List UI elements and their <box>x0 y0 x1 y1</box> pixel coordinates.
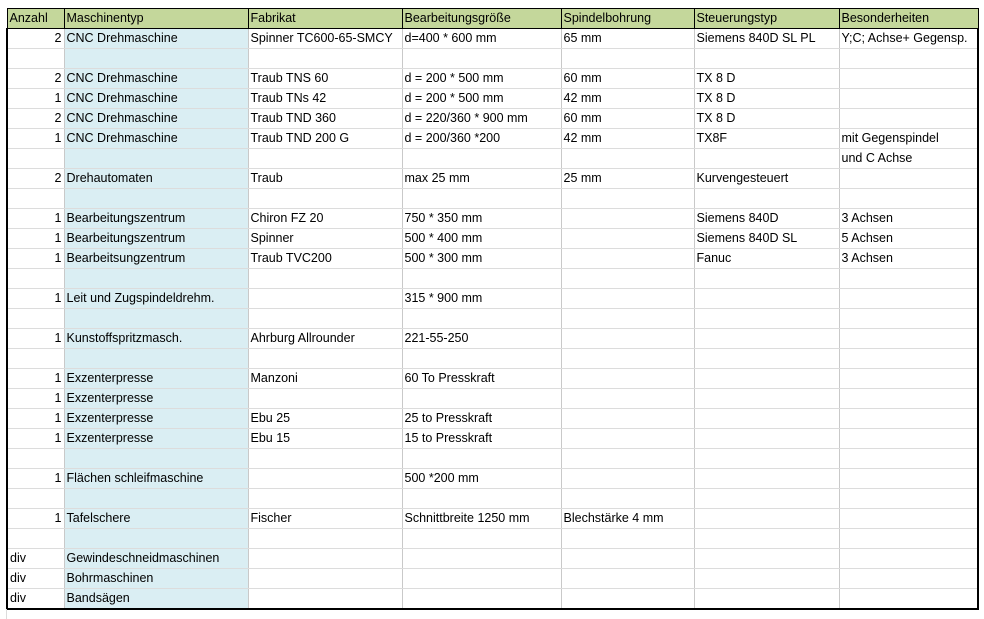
cell-fabrikat[interactable] <box>248 449 402 469</box>
cell-anzahl[interactable]: 1 <box>7 209 64 229</box>
cell-steuerungstyp[interactable] <box>694 389 839 409</box>
cell-besonderheiten[interactable]: 3 Achsen <box>839 209 978 229</box>
cell-fabrikat[interactable]: Traub TVC200 <box>248 249 402 269</box>
table-row <box>7 429 978 449</box>
cell-besonderheiten[interactable] <box>839 449 978 469</box>
cell-fabrikat[interactable] <box>248 189 402 209</box>
table-row <box>7 469 978 489</box>
cell-spindelbohrung[interactable]: 42 mm <box>561 89 694 109</box>
cell-spindelbohrung[interactable] <box>561 249 694 269</box>
cell-spindelbohrung[interactable] <box>561 49 694 69</box>
cell-maschinentyp[interactable] <box>64 49 248 69</box>
cell-maschinentyp[interactable]: Leit und Zugspindeldrehm. <box>64 289 248 309</box>
cell-anzahl[interactable]: 1 <box>7 229 64 249</box>
cell-maschinentyp[interactable]: Bearbeitungszentrum <box>64 209 248 229</box>
cell-anzahl[interactable] <box>7 189 64 209</box>
cell-anzahl[interactable] <box>7 529 64 549</box>
cell-spindelbohrung[interactable] <box>561 449 694 469</box>
table-row <box>7 149 978 169</box>
table-row <box>7 169 978 189</box>
cell-maschinentyp[interactable]: Bandsägen <box>64 589 248 610</box>
cell-besonderheiten[interactable] <box>839 109 978 129</box>
cell-maschinentyp[interactable] <box>64 149 248 169</box>
header-besonderheiten[interactable]: Besonderheiten <box>839 9 978 29</box>
cell-fabrikat[interactable] <box>248 289 402 309</box>
cell-bearbeitungsgroesse[interactable]: 60 To Presskraft <box>402 369 561 389</box>
cell-bearbeitungsgroesse[interactable]: 500 * 300 mm <box>402 249 561 269</box>
cell-bearbeitungsgroesse[interactable]: max 25 mm <box>402 169 561 189</box>
cell-spindelbohrung[interactable] <box>561 329 694 349</box>
cell-besonderheiten[interactable]: 5 Achsen <box>839 229 978 249</box>
table-row <box>7 309 978 329</box>
cell-maschinentyp[interactable]: Bearbeitungszentrum <box>64 229 248 249</box>
cell-steuerungstyp[interactable] <box>694 289 839 309</box>
cell-maschinentyp[interactable]: Gewindeschneidmaschinen <box>64 549 248 569</box>
cell-maschinentyp[interactable]: Flächen schleifmaschine <box>64 469 248 489</box>
cell-spindelbohrung[interactable]: 42 mm <box>561 129 694 149</box>
cell-steuerungstyp[interactable]: Siemens 840D <box>694 209 839 229</box>
cell-steuerungstyp[interactable] <box>694 349 839 369</box>
cell-fabrikat[interactable]: Traub TND 360 <box>248 109 402 129</box>
cell-steuerungstyp[interactable] <box>694 489 839 509</box>
cell-steuerungstyp[interactable] <box>694 429 839 449</box>
table-row <box>7 29 978 49</box>
cell-steuerungstyp[interactable]: TX 8 D <box>694 109 839 129</box>
empty-grid-area <box>6 609 978 619</box>
cell-spindelbohrung[interactable] <box>561 569 694 589</box>
cell-bearbeitungsgroesse[interactable]: 221-55-250 <box>402 329 561 349</box>
cell-fabrikat[interactable]: Traub TNs 42 <box>248 89 402 109</box>
cell-maschinentyp[interactable] <box>64 489 248 509</box>
cell-steuerungstyp[interactable] <box>694 189 839 209</box>
cell-anzahl[interactable]: 1 <box>7 469 64 489</box>
cell-anzahl[interactable]: 1 <box>7 389 64 409</box>
table-row <box>7 189 978 209</box>
table-body <box>7 29 978 610</box>
cell-anzahl[interactable] <box>7 269 64 289</box>
table-row <box>7 529 978 549</box>
cell-besonderheiten[interactable] <box>839 529 978 549</box>
cell-bearbeitungsgroesse[interactable]: Schnittbreite 1250 mm <box>402 509 561 529</box>
table-row <box>7 249 978 269</box>
cell-anzahl[interactable]: 1 <box>7 249 64 269</box>
cell-fabrikat[interactable]: Spinner <box>248 229 402 249</box>
cell-fabrikat[interactable] <box>248 549 402 569</box>
cell-fabrikat[interactable]: Ebu 15 <box>248 429 402 449</box>
cell-spindelbohrung[interactable] <box>561 409 694 429</box>
cell-anzahl[interactable]: 1 <box>7 289 64 309</box>
cell-steuerungstyp[interactable] <box>694 569 839 589</box>
table-row <box>7 369 978 389</box>
cell-besonderheiten[interactable] <box>839 389 978 409</box>
cell-anzahl[interactable] <box>7 449 64 469</box>
cell-bearbeitungsgroesse[interactable] <box>402 589 561 610</box>
cell-spindelbohrung[interactable] <box>561 489 694 509</box>
cell-bearbeitungsgroesse[interactable]: 500 * 400 mm <box>402 229 561 249</box>
cell-fabrikat[interactable] <box>248 149 402 169</box>
table-row <box>7 269 978 289</box>
header-bearbeitungsgroesse[interactable]: Bearbeitungsgröße <box>402 9 561 29</box>
cell-spindelbohrung[interactable] <box>561 549 694 569</box>
cell-spindelbohrung[interactable] <box>561 429 694 449</box>
cell-bearbeitungsgroesse[interactable] <box>402 569 561 589</box>
cell-anzahl[interactable]: 1 <box>7 509 64 529</box>
cell-maschinentyp[interactable]: CNC Drehmaschine <box>64 29 248 49</box>
cell-spindelbohrung[interactable] <box>561 289 694 309</box>
spreadsheet <box>6 8 979 610</box>
cell-spindelbohrung[interactable]: 60 mm <box>561 69 694 89</box>
cell-fabrikat[interactable]: Chiron FZ 20 <box>248 209 402 229</box>
cell-bearbeitungsgroesse[interactable]: 315 * 900 mm <box>402 289 561 309</box>
header-steuerungstyp[interactable]: Steuerungstyp <box>694 9 839 29</box>
table-row <box>7 449 978 469</box>
table-row <box>7 409 978 429</box>
cell-bearbeitungsgroesse[interactable]: d = 220/360 * 900 mm <box>402 109 561 129</box>
cell-steuerungstyp[interactable] <box>694 549 839 569</box>
cell-fabrikat[interactable] <box>248 469 402 489</box>
cell-besonderheiten[interactable] <box>839 49 978 69</box>
cell-spindelbohrung[interactable] <box>561 149 694 169</box>
cell-bearbeitungsgroesse[interactable]: d = 200/360 *200 <box>402 129 561 149</box>
cell-bearbeitungsgroesse[interactable]: d = 200 * 500 mm <box>402 89 561 109</box>
cell-maschinentyp[interactable] <box>64 529 248 549</box>
machine-table <box>6 8 979 610</box>
cell-besonderheiten[interactable]: und C Achse <box>839 149 978 169</box>
cell-anzahl[interactable]: 1 <box>7 429 64 449</box>
cell-besonderheiten[interactable] <box>839 309 978 329</box>
cell-spindelbohrung[interactable] <box>561 349 694 369</box>
header-anzahl[interactable]: Anzahl <box>7 9 64 29</box>
cell-fabrikat[interactable] <box>248 389 402 409</box>
cell-spindelbohrung[interactable] <box>561 209 694 229</box>
cell-spindelbohrung[interactable] <box>561 529 694 549</box>
cell-anzahl[interactable]: 1 <box>7 129 64 149</box>
cell-maschinentyp[interactable] <box>64 309 248 329</box>
header-spindelbohrung[interactable]: Spindelbohrung <box>561 9 694 29</box>
table-row <box>7 569 978 589</box>
cell-fabrikat[interactable] <box>248 49 402 69</box>
cell-besonderheiten[interactable] <box>839 509 978 529</box>
cell-bearbeitungsgroesse[interactable]: d = 200 * 500 mm <box>402 69 561 89</box>
cell-bearbeitungsgroesse[interactable] <box>402 549 561 569</box>
cell-maschinentyp[interactable] <box>64 269 248 289</box>
table-row <box>7 549 978 569</box>
cell-maschinentyp[interactable]: CNC Drehmaschine <box>64 109 248 129</box>
cell-maschinentyp[interactable]: Tafelschere <box>64 509 248 529</box>
cell-maschinentyp[interactable]: Exzenterpresse <box>64 369 248 389</box>
cell-besonderheiten[interactable] <box>839 169 978 189</box>
cell-besonderheiten[interactable] <box>839 369 978 389</box>
cell-maschinentyp[interactable]: Exzenterpresse <box>64 389 248 409</box>
cell-fabrikat[interactable] <box>248 269 402 289</box>
table-row <box>7 329 978 349</box>
cell-maschinentyp[interactable]: Bohrmaschinen <box>64 569 248 589</box>
cell-maschinentyp[interactable]: Exzenterpresse <box>64 409 248 429</box>
cell-maschinentyp[interactable]: Bearbeitsungzentrum <box>64 249 248 269</box>
cell-anzahl[interactable]: 2 <box>7 109 64 129</box>
cell-bearbeitungsgroesse[interactable]: d=400 * 600 mm <box>402 29 561 49</box>
cell-fabrikat[interactable] <box>248 309 402 329</box>
cell-bearbeitungsgroesse[interactable] <box>402 389 561 409</box>
cell-steuerungstyp[interactable]: Fanuc <box>694 249 839 269</box>
cell-steuerungstyp[interactable]: TX 8 D <box>694 69 839 89</box>
cell-fabrikat[interactable]: Ebu 25 <box>248 409 402 429</box>
cell-steuerungstyp[interactable] <box>694 149 839 169</box>
cell-bearbeitungsgroesse[interactable]: 25 to Presskraft <box>402 409 561 429</box>
cell-steuerungstyp[interactable] <box>694 589 839 610</box>
cell-fabrikat[interactable] <box>248 569 402 589</box>
cell-fabrikat[interactable] <box>248 529 402 549</box>
cell-bearbeitungsgroesse[interactable]: 500 *200 mm <box>402 469 561 489</box>
cell-maschinentyp[interactable] <box>64 349 248 369</box>
cell-besonderheiten[interactable] <box>839 329 978 349</box>
cell-spindelbohrung[interactable] <box>561 369 694 389</box>
table-row <box>7 109 978 129</box>
table-row <box>7 229 978 249</box>
cell-bearbeitungsgroesse[interactable] <box>402 269 561 289</box>
cell-anzahl[interactable]: 1 <box>7 89 64 109</box>
cell-besonderheiten[interactable] <box>839 549 978 569</box>
cell-maschinentyp[interactable]: CNC Drehmaschine <box>64 69 248 89</box>
cell-besonderheiten[interactable] <box>839 269 978 289</box>
table-row <box>7 69 978 89</box>
cell-besonderheiten[interactable]: 3 Achsen <box>839 249 978 269</box>
cell-anzahl[interactable] <box>7 309 64 329</box>
table-row <box>7 389 978 409</box>
table-row <box>7 129 978 149</box>
cell-besonderheiten[interactable] <box>839 569 978 589</box>
cell-spindelbohrung[interactable] <box>561 389 694 409</box>
cell-fabrikat[interactable] <box>248 589 402 610</box>
cell-bearbeitungsgroesse[interactable]: 750 * 350 mm <box>402 209 561 229</box>
cell-anzahl[interactable]: 2 <box>7 169 64 189</box>
cell-spindelbohrung[interactable] <box>561 269 694 289</box>
cell-maschinentyp[interactable]: Kunstoffspritzmasch. <box>64 329 248 349</box>
cell-bearbeitungsgroesse[interactable] <box>402 49 561 69</box>
table-row <box>7 89 978 109</box>
table-row <box>7 589 978 610</box>
cell-fabrikat[interactable]: Traub TND 200 G <box>248 129 402 149</box>
table-row <box>7 349 978 369</box>
cell-fabrikat[interactable]: Manzoni <box>248 369 402 389</box>
cell-bearbeitungsgroesse[interactable] <box>402 449 561 469</box>
cell-fabrikat[interactable]: Traub TNS 60 <box>248 69 402 89</box>
cell-besonderheiten[interactable] <box>839 289 978 309</box>
cell-bearbeitungsgroesse[interactable] <box>402 529 561 549</box>
cell-fabrikat[interactable] <box>248 489 402 509</box>
cell-spindelbohrung[interactable] <box>561 469 694 489</box>
cell-bearbeitungsgroesse[interactable] <box>402 309 561 329</box>
cell-steuerungstyp[interactable] <box>694 529 839 549</box>
cell-steuerungstyp[interactable] <box>694 449 839 469</box>
cell-bearbeitungsgroesse[interactable] <box>402 149 561 169</box>
cell-maschinentyp[interactable]: CNC Drehmaschine <box>64 129 248 149</box>
cell-steuerungstyp[interactable] <box>694 369 839 389</box>
cell-spindelbohrung[interactable]: 65 mm <box>561 29 694 49</box>
cell-steuerungstyp[interactable] <box>694 49 839 69</box>
cell-steuerungstyp[interactable]: Siemens 840D SL PL <box>694 29 839 49</box>
header-fabrikat[interactable]: Fabrikat <box>248 9 402 29</box>
cell-besonderheiten[interactable] <box>839 69 978 89</box>
cell-anzahl[interactable] <box>7 49 64 69</box>
cell-maschinentyp[interactable]: CNC Drehmaschine <box>64 89 248 109</box>
cell-anzahl[interactable]: div <box>7 589 64 610</box>
cell-fabrikat[interactable]: Fischer <box>248 509 402 529</box>
cell-fabrikat[interactable]: Traub <box>248 169 402 189</box>
cell-besonderheiten[interactable] <box>839 469 978 489</box>
cell-steuerungstyp[interactable] <box>694 509 839 529</box>
cell-fabrikat[interactable]: Ahrburg Allrounder <box>248 329 402 349</box>
cell-spindelbohrung[interactable] <box>561 229 694 249</box>
cell-besonderheiten[interactable] <box>839 429 978 449</box>
cell-steuerungstyp[interactable] <box>694 409 839 429</box>
cell-anzahl[interactable]: 1 <box>7 329 64 349</box>
cell-spindelbohrung[interactable]: 60 mm <box>561 109 694 129</box>
header-maschinentyp[interactable]: Maschinentyp <box>64 9 248 29</box>
cell-besonderheiten[interactable]: mit Gegenspindel <box>839 129 978 149</box>
table-row <box>7 509 978 529</box>
table-row <box>7 289 978 309</box>
cell-steuerungstyp[interactable]: Siemens 840D SL <box>694 229 839 249</box>
cell-steuerungstyp[interactable]: TX 8 D <box>694 89 839 109</box>
cell-anzahl[interactable]: 1 <box>7 409 64 429</box>
cell-steuerungstyp[interactable]: TX8F <box>694 129 839 149</box>
cell-maschinentyp[interactable] <box>64 189 248 209</box>
cell-anzahl[interactable] <box>7 489 64 509</box>
cell-besonderheiten[interactable]: Y;C; Achse+ Gegensp. <box>839 29 978 49</box>
cell-spindelbohrung[interactable] <box>561 189 694 209</box>
cell-maschinentyp[interactable]: Exzenterpresse <box>64 429 248 449</box>
cell-steuerungstyp[interactable] <box>694 469 839 489</box>
cell-steuerungstyp[interactable] <box>694 309 839 329</box>
table-row <box>7 209 978 229</box>
cell-anzahl[interactable]: 1 <box>7 369 64 389</box>
cell-fabrikat[interactable] <box>248 349 402 369</box>
cell-maschinentyp[interactable]: Drehautomaten <box>64 169 248 189</box>
cell-besonderheiten[interactable] <box>839 349 978 369</box>
cell-steuerungstyp[interactable] <box>694 329 839 349</box>
cell-maschinentyp[interactable] <box>64 449 248 469</box>
cell-spindelbohrung[interactable] <box>561 309 694 329</box>
cell-anzahl[interactable]: 2 <box>7 69 64 89</box>
cell-besonderheiten[interactable] <box>839 589 978 610</box>
cell-bearbeitungsgroesse[interactable] <box>402 349 561 369</box>
cell-bearbeitungsgroesse[interactable] <box>402 489 561 509</box>
cell-anzahl[interactable] <box>7 349 64 369</box>
cell-spindelbohrung[interactable] <box>561 589 694 610</box>
cell-besonderheiten[interactable] <box>839 89 978 109</box>
cell-spindelbohrung[interactable]: 25 mm <box>561 169 694 189</box>
cell-besonderheiten[interactable] <box>839 409 978 429</box>
table-row <box>7 489 978 509</box>
cell-spindelbohrung[interactable]: Blechstärke 4 mm <box>561 509 694 529</box>
cell-bearbeitungsgroesse[interactable]: 15 to Presskraft <box>402 429 561 449</box>
cell-steuerungstyp[interactable]: Kurvengesteuert <box>694 169 839 189</box>
cell-fabrikat[interactable]: Spinner TC600-65-SMCY <box>248 29 402 49</box>
cell-bearbeitungsgroesse[interactable] <box>402 189 561 209</box>
cell-besonderheiten[interactable] <box>839 189 978 209</box>
cell-anzahl[interactable] <box>7 149 64 169</box>
cell-anzahl[interactable]: 2 <box>7 29 64 49</box>
cell-anzahl[interactable]: div <box>7 549 64 569</box>
table-row <box>7 49 978 69</box>
cell-anzahl[interactable]: div <box>7 569 64 589</box>
header-row <box>7 9 978 29</box>
cell-steuerungstyp[interactable] <box>694 269 839 289</box>
cell-besonderheiten[interactable] <box>839 489 978 509</box>
